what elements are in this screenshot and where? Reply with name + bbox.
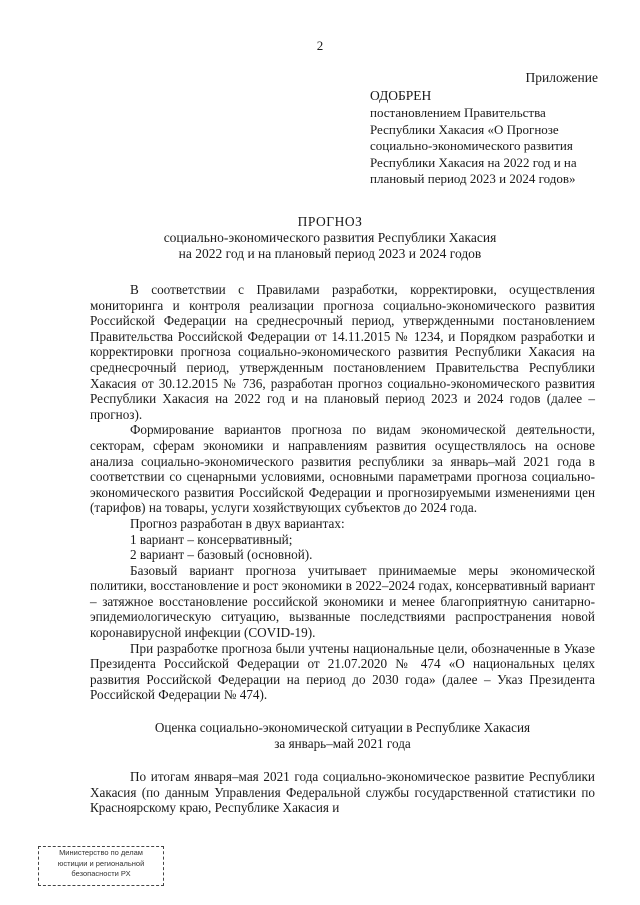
registration-stamp <box>38 846 164 886</box>
section-heading <box>90 720 595 752</box>
paragraph: В соответствии с Правилами разработки, корректировки, осуществления мониторинга и контроля реализации прогноза социально-экономического развития Российской Федерации на среднесрочный период, утвержденными постановлением Правительства Российской Федерации от 14.11.2015 № 1234, и Порядком разработки и корректировки прогноза социально-экономического развития Республики Хакасия на среднесрочный период, утвержденным постановлением Правительства Республики Хакасия от 30.12.2015 № 736, разработан прогноз социально-экономического развития Республики Хакасия на 2022 год и на плановый период 2023 и 2024 годов (далее – прогноз). <box>90 282 595 422</box>
title-subtitle-line: на 2022 год и на плановый период 2023 и 2024 годов <box>178 246 482 261</box>
title-main: ПРОГНОЗ <box>297 214 363 229</box>
title-subtitle-line: социально-экономического развития Республики Хакасия <box>163 230 497 245</box>
paragraph: При разработке прогноза были учтены национальные цели, обозначенные в Указе Президента Российской Федерации от 21.07.2020 № 474 «О национальных целях развития Российской Федерации на период до 2030 года» (далее – Указ Президента Российской Федерации № 474). <box>90 640 595 703</box>
paragraph: Формирование вариантов прогноза по видам экономической деятельности, секторам, сферам экономики и направлениям развития осуществлялось на основе анализа социально-экономического развития республики за январь–май 2021 года в соответствии со сценарными условиями, основными параметрами прогноза социально-экономического развития Российской Федерации и прогнозируемыми изменениями цен (тарифов) на товары, услуги хозяйствующих субъектов до 2024 года. <box>90 422 595 516</box>
stamp-line: безопасности РХ <box>71 869 131 878</box>
approval-line: социально-экономического развития <box>370 138 573 154</box>
approval-line: Республики Хакасия на 2022 год и на <box>370 154 577 170</box>
approval-status: ОДОБРЕН <box>370 88 432 103</box>
stamp-line: юстиции и региональной <box>57 858 145 868</box>
document-body <box>90 282 595 816</box>
list-item: 2 вариант – базовый (основной). <box>130 547 313 563</box>
document-title <box>60 214 600 262</box>
approval-block <box>370 88 600 187</box>
approval-line: плановый период 2023 и 2024 годов» <box>370 171 576 187</box>
paragraph: Базовый вариант прогноза учитывает принимаемые меры экономической политики, восстановление и рост экономики в 2022–2024 годах, консервативный вариант – затяжное восстановление российской экономики и менее благоприятную санитарно-эпидемиологическую ситуацию, вызванные последствиями распространения новой коронавирусной инфекции (COVID-19). <box>90 562 595 641</box>
approval-line: Республики Хакасия «О Прогнозе <box>370 121 559 137</box>
section-heading-line: Оценка социально-экономической ситуации в Республике Хакасия <box>154 720 531 736</box>
appendix-label: Приложение <box>525 70 598 85</box>
stamp-line: Министерство по делам <box>59 848 143 857</box>
section-heading-line: за январь–май 2021 года <box>274 736 411 752</box>
approval-line: постановлением Правительства <box>370 105 546 121</box>
paragraph: По итогам января–мая 2021 года социально-экономическое развитие Республики Хакасия (по данным Управления Федеральной службы государственной статистики по Красноярскому краю, Республике Хакасия и <box>90 769 595 816</box>
list-item: 1 вариант – консервативный; <box>130 531 293 547</box>
paragraph: Прогноз разработан в двух вариантах: <box>130 515 345 531</box>
page-number: 2 <box>316 38 324 53</box>
